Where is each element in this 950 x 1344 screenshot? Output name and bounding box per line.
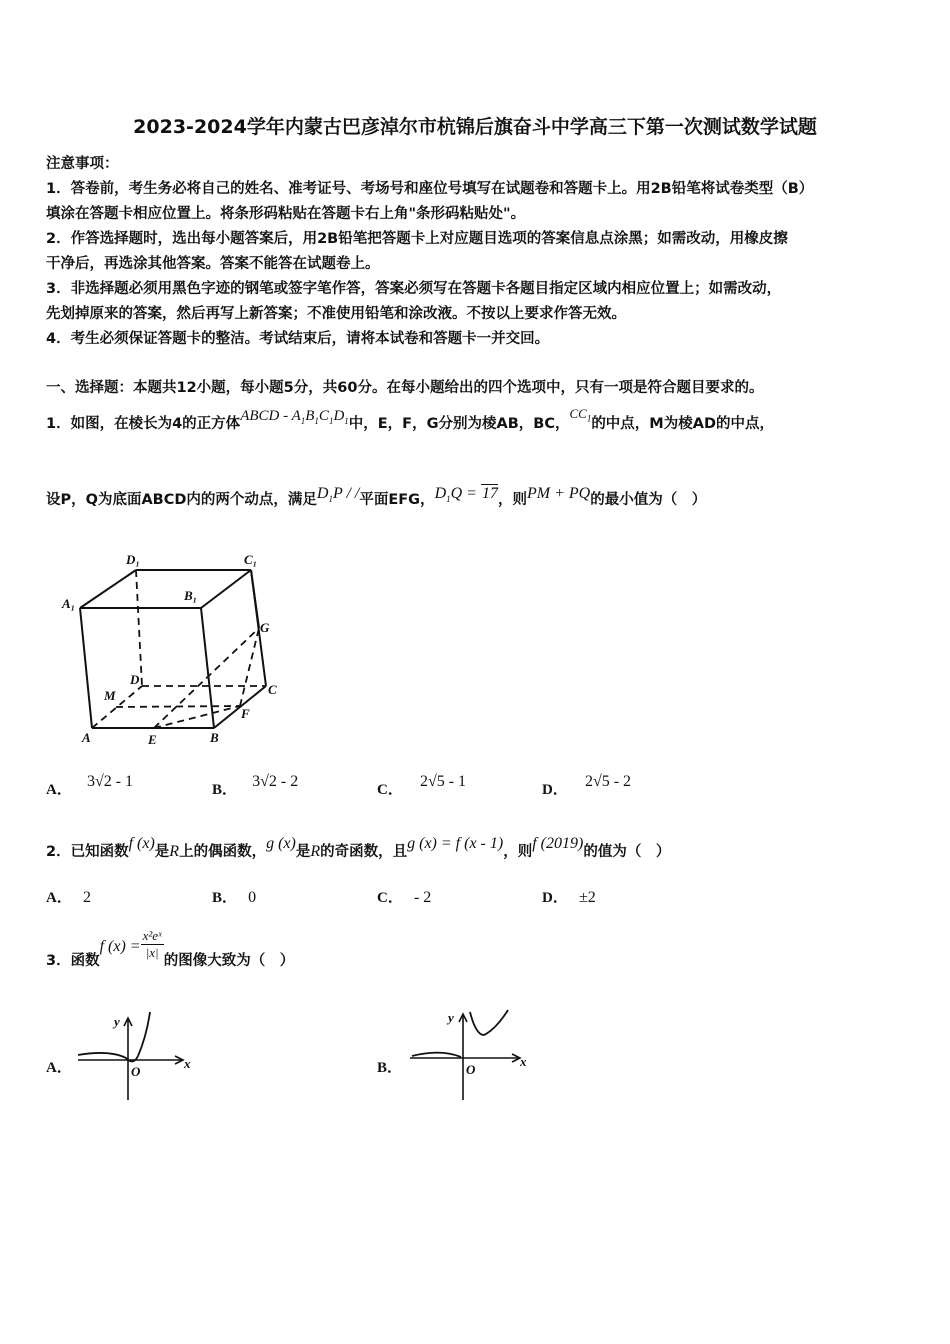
q1-text-line2: 设P，Q为底面ABCD内的两个动点，满足$D_1P$ / /平面EFG，$D_1Q = 17$，则PM + PQ的最小值为（ ） [46, 485, 707, 508]
label-d: D [130, 672, 140, 687]
note-line: 3．非选择题必须用黑色字迹的钢笔或签字笔作答，答案必须写在答题卡各题目指定区域内相应位置上；如需改动， [46, 281, 782, 297]
note-line: 2．作答选择题时，选出每小题答案后，用2B铅笔把答题卡上对应题目选项的答案信息点涂黑；如需改动，用橡皮擦 [46, 231, 788, 247]
label-c1: C₁ [244, 552, 258, 567]
q3-graph-a [76, 1008, 196, 1104]
notes-heading: 注意事项： [46, 156, 119, 172]
q1-option-d[interactable]: D． 2√5 - 2 [542, 773, 632, 798]
axis-x-label: x [184, 1056, 191, 1071]
cube-figure [56, 548, 286, 748]
label-a1: A₁ [62, 596, 76, 611]
q1-text-line1: 1．如图，在棱长为4的正方体ABCD - $A_1B_1C_1D_1$中，E，F，G分别为棱AB，BC，$CC_1$的中点，M为棱AD的中点， [46, 406, 774, 432]
q2-option-a[interactable]: A． 2 [46, 889, 91, 906]
origin-label: O [131, 1064, 141, 1079]
q1-option-b[interactable]: B． 3√2 - 2 [212, 773, 299, 798]
q2-text: 2．已知函数f (x)是R上的偶函数，g (x)是R的奇函数，且g (x) = f (x - 1)，则f (2019)的值为（ ） [46, 835, 671, 860]
label-f: F [241, 706, 250, 721]
label-m: M [104, 688, 116, 703]
q2-option-d[interactable]: D． ±2 [542, 889, 596, 906]
q3-option-b[interactable]: B． [377, 1060, 403, 1076]
q2-option-c[interactable]: C． - 2 [377, 889, 432, 906]
label-g: G [260, 620, 270, 635]
label-b1: B₁ [184, 588, 198, 603]
label-a: A [82, 730, 91, 745]
q2-option-b[interactable]: B． 0 [212, 889, 257, 906]
axis-x-label: x [520, 1054, 527, 1069]
label-e: E [148, 732, 157, 747]
axis-y-label: y [114, 1014, 120, 1029]
axis-y-label: y [448, 1010, 454, 1025]
note-line: 填涂在答题卡相应位置上。将条形码粘贴在答题卡右上角"条形码粘贴处"。 [46, 206, 526, 222]
q3-graph-b [408, 1004, 533, 1104]
origin-label: O [466, 1062, 476, 1077]
label-c: C [268, 682, 277, 697]
q3-text: 3．函数f (x) = $\frac{\text{x²eˣ}}{|x|}$ 的图像大致为（ ） [46, 928, 295, 969]
q1-option-a[interactable]: A． 3√2 - 1 [46, 773, 134, 798]
label-b: B [210, 730, 219, 745]
q3-option-a[interactable]: A． [46, 1060, 72, 1076]
note-line: 1．答卷前，考生务必将自己的姓名、准考证号、考场号和座位号填写在试题卷和答题卡上。用2B铅笔将试卷类型（B） [46, 181, 814, 197]
q1-option-c[interactable]: C． 2√5 - 1 [377, 773, 467, 798]
label-d1: D₁ [126, 552, 140, 567]
section-heading: 一、选择题：本题共12小题，每小题5分，共60分。在每小题给出的四个选项中，只有一项是符合题目要求的。 [46, 380, 764, 396]
note-line: 先划掉原来的答案，然后再写上新答案；不准使用铅笔和涂改液。不按以上要求作答无效。 [46, 306, 626, 322]
page-title: 2023-2024学年内蒙古巴彦淖尔市杭锦后旗奋斗中学高三下第一次测试数学试题 [133, 116, 817, 138]
note-line: 干净后，再选涂其他答案。答案不能答在试题卷上。 [46, 256, 380, 272]
note-line: 4．考生必须保证答题卡的整洁。考试结束后，请将本试卷和答题卡一并交回。 [46, 331, 550, 347]
